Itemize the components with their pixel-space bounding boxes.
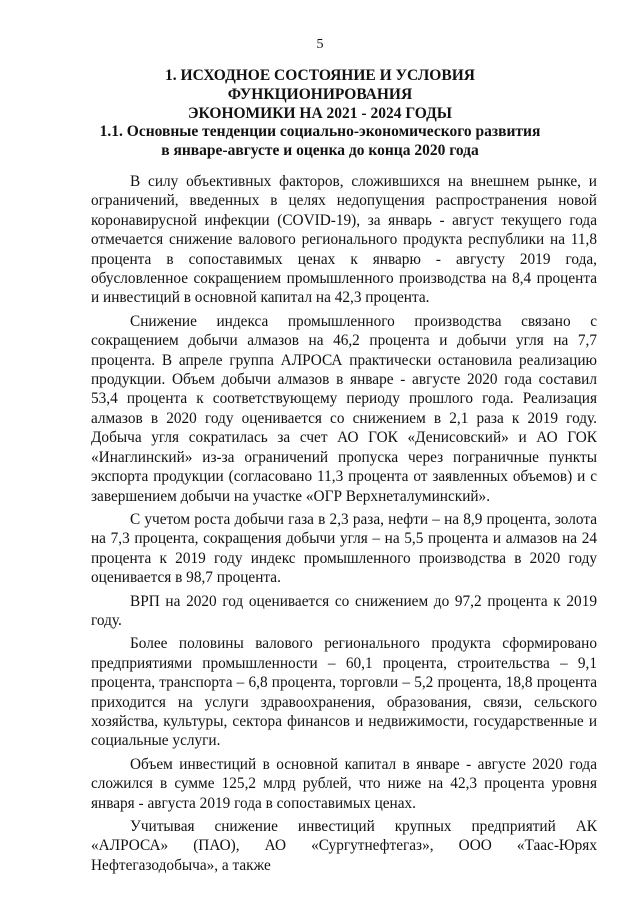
paragraph-3: С учетом роста добычи газа в 2,3 раза, нефти – на 8,9 процента, золота на 7,3 процента, сокращения добычи угля – на 5,5 процента и алмазов на 24 процента к 2019 году индекс промышленного производства в 2020 году оценивается в 98,7 процента. <box>91 510 597 587</box>
section-title-line-2: ЭКОНОМИКИ НА 2021 - 2024 ГОДЫ <box>188 105 452 122</box>
paragraph-4: ВРП на 2020 год оценивается со снижением до 97,2 процента к 2019 году. <box>91 592 597 629</box>
section-title-line-1: 1. ИСХОДНОЕ СОСТОЯНИЕ И УСЛОВИЯ ФУНКЦИОНИРОВАНИЯ <box>165 67 475 103</box>
paragraph-7: Учитывая снижение инвестиций крупных предприятий АК «АЛРОСА» (ПАО), АО «Сургутнефтегаз», ООО «Таас-Юрях Нефтегазодобыча», а также <box>91 818 597 874</box>
subsection-title-line-1: 1.1. Основные тенденции социально-экономического развития <box>99 123 541 140</box>
paragraph-5: Более половины валового регионального продукта сформировано предприятиями промышленности – 60,1 процента, строительства – 9,1 процента, транспорта – 6,8 процента, торговли – 5,2 процента, 18,8 процента приходится на услуги здравоохранения, образования, связи, сельского хозяйства, культуры, сектора финансов и недвижимости, государственные и социальные услуги. <box>91 635 597 750</box>
subsection-title-line-2: в январе-августе и оценка до конца 2020 года <box>161 142 479 159</box>
paragraph-2: Снижение индекса промышленного производства связано с сокращением добычи алмазов на 46,2 процента и добычи угля на 7,7 процента. В апреле группа АЛРОСА практически остановила реализацию продукции. Объем добычи алмазов в январе - августе 2020 года составил 53,4 процента к соответствующему периоду прошлого года. Реализация алмазов в 2020 году оценивается со снижением в 2,1 раза к 2019 году. Добыча угля сократилась за счет АО ГОК «Денисовский» и АО ГОК «Инаглинский» из-за ограничений пропуска через пограничные пункты экспорта продукции (согласовано 11,3 процента от заявленных объемов) и с завершением добычи на участке «ОГР Верхнеталуминский». <box>91 312 597 505</box>
paragraph-1: В силу объективных факторов, сложившихся на внешнем рынке, и ограничений, введенных в целях недопущения распространения новой коронавирусной инфекции (COVID-19), за январь - август текущего года отмечается снижение валового регионального продукта республики на 11,8 процента в сопоставимых ценах к январю - августу 2019 года, обусловленное сокращением промышленного производства на 8,4 процента и инвестиций в основной капитал на 42,3 процента. <box>91 173 597 307</box>
section-title <box>80 66 560 123</box>
subsection-title <box>80 122 560 160</box>
body-text <box>91 172 597 879</box>
paragraph-6: Объем инвестиций в основной капитал в январе - августе 2020 года сложился в сумме 125,2 млрд рублей, что ниже на 42,3 процента уровня января - августа 2019 года в сопоставимых ценах. <box>91 755 597 812</box>
page-number: 5 <box>316 37 324 52</box>
